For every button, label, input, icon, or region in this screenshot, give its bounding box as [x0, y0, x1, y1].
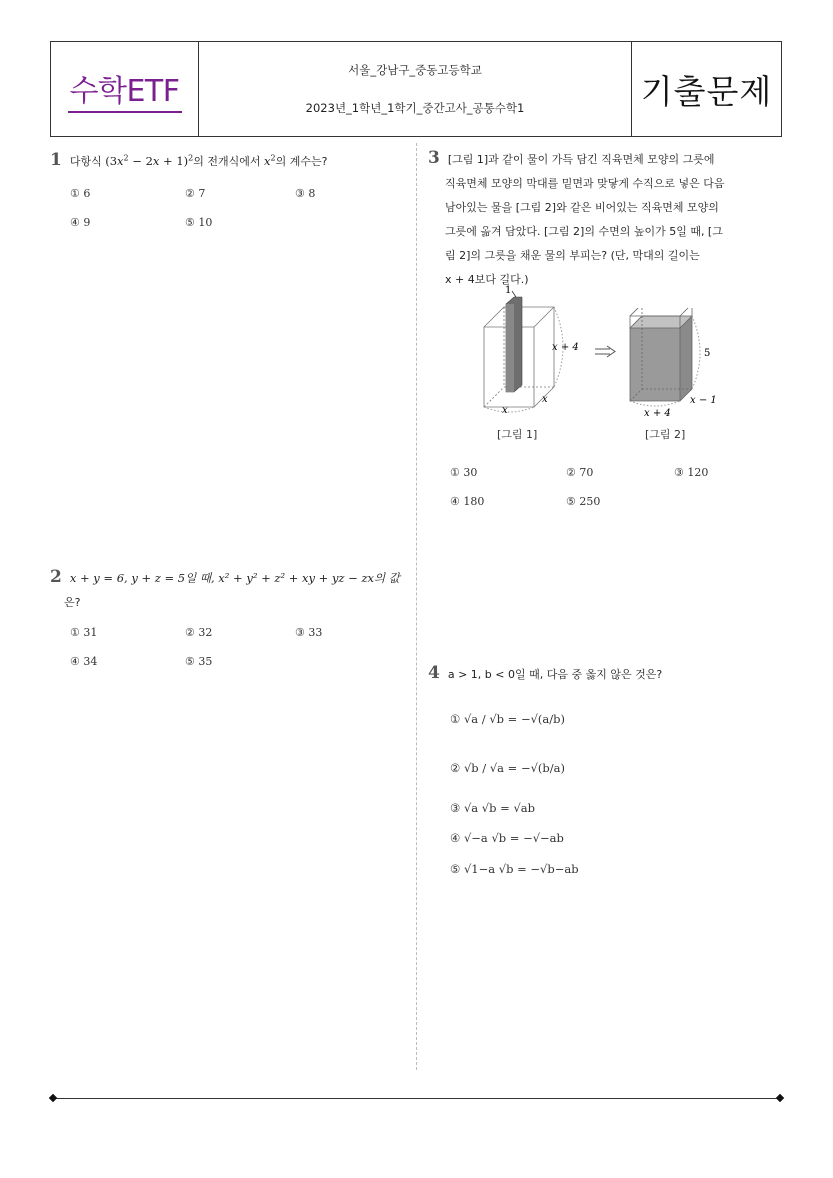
label-width: x + 4 — [644, 408, 671, 419]
question-number: 1 — [50, 149, 62, 170]
question-number: 2 — [50, 567, 62, 587]
choice[interactable]: ① 31 — [70, 626, 98, 639]
question-line: 그릇에 옮겨 담았다. [그림 2]의 수면의 높이가 5일 때, [그 — [445, 225, 723, 238]
question-line: 직육면체 모양의 막대를 밑면과 맞닿게 수직으로 넣은 다음 — [445, 177, 725, 190]
option-3[interactable]: ③ √a √b = √ab — [450, 801, 535, 815]
question-1 — [50, 146, 400, 174]
logo-cell — [51, 42, 199, 136]
header-label: 기출문제 — [640, 71, 773, 111]
choice[interactable]: ① 6 — [70, 187, 91, 200]
choice[interactable]: ④ 34 — [70, 655, 98, 668]
question-line: x + 4보다 길다.) — [445, 273, 529, 286]
choice[interactable]: ① 30 — [450, 466, 478, 479]
question-4 — [428, 661, 778, 687]
choice[interactable]: ③ 33 — [295, 626, 323, 639]
exam-name: 2023년_1학년_1학기_중간고사_공통수학1 — [305, 101, 525, 115]
question-number: 3 — [428, 148, 440, 168]
diamond-icon — [776, 1094, 784, 1102]
logo: 수학ETF — [68, 66, 182, 113]
question-text-cont: 은? — [64, 596, 81, 609]
footer-rule — [53, 1098, 780, 1099]
question-2 — [50, 565, 400, 615]
label-height: 5 — [704, 348, 711, 359]
exam-header — [50, 41, 782, 137]
choice[interactable]: ⑤ 250 — [566, 495, 601, 508]
option-2[interactable]: ② √b / √a = −√(b/a) — [450, 761, 565, 775]
question-line: 림 2]의 그릇을 채운 물의 부피는? (단, 막대의 길이는 — [445, 249, 700, 262]
label-side: x + 4 — [552, 342, 579, 353]
figure-1-caption: [그림 1] — [497, 428, 538, 441]
question-line: [그림 1]과 같이 물이 가득 담긴 직육면체 모양의 그릇에 — [447, 153, 715, 166]
arrow-icon — [594, 344, 620, 360]
label-top: 1 — [505, 285, 512, 296]
option-4[interactable]: ④ √−a √b = −√−ab — [450, 831, 564, 845]
choice[interactable]: ② 70 — [566, 466, 594, 479]
question-text: a > 1, b < 0일 때, 다음 중 옳지 않은 것은? — [447, 668, 663, 681]
question-text: x + y = 6, y + z = 5일 때, x² + y² + z² + xy + yz − zx의 값 — [69, 571, 400, 585]
question-line: 남아있는 물을 [그림 2]와 같은 비어있는 직육면체 모양의 — [445, 201, 719, 214]
choice[interactable]: ⑤ 35 — [185, 655, 213, 668]
label-width: x — [502, 405, 508, 416]
exam-info — [199, 42, 632, 136]
choice[interactable]: ② 32 — [185, 626, 213, 639]
option-1[interactable]: ① √a / √b = −√(a/b) — [450, 712, 565, 726]
choice[interactable]: ③ 120 — [674, 466, 709, 479]
choice[interactable]: ⑤ 10 — [185, 216, 213, 229]
figure-2-caption: [그림 2] — [645, 428, 686, 441]
choice[interactable]: ③ 8 — [295, 187, 316, 200]
choice[interactable]: ④ 180 — [450, 495, 485, 508]
question-3 — [428, 146, 778, 292]
diamond-icon — [49, 1094, 57, 1102]
label-depth: x — [542, 394, 548, 405]
school-name: 서울_강남구_중동고등학교 — [348, 63, 482, 77]
question-number: 4 — [428, 663, 440, 683]
label-depth: x − 1 — [690, 395, 717, 406]
column-divider — [416, 143, 417, 1070]
figure-2 — [624, 308, 722, 423]
choice[interactable]: ② 7 — [185, 187, 206, 200]
figure-1 — [476, 282, 586, 417]
question-text: 다항식 $(3x^2 - 2x + 1)^2$의 전개식에서 $x^2$의 계수는? — [69, 153, 328, 168]
choice[interactable]: ④ 9 — [70, 216, 91, 229]
option-5[interactable]: ⑤ √1−a √b = −√b−ab — [450, 862, 579, 876]
